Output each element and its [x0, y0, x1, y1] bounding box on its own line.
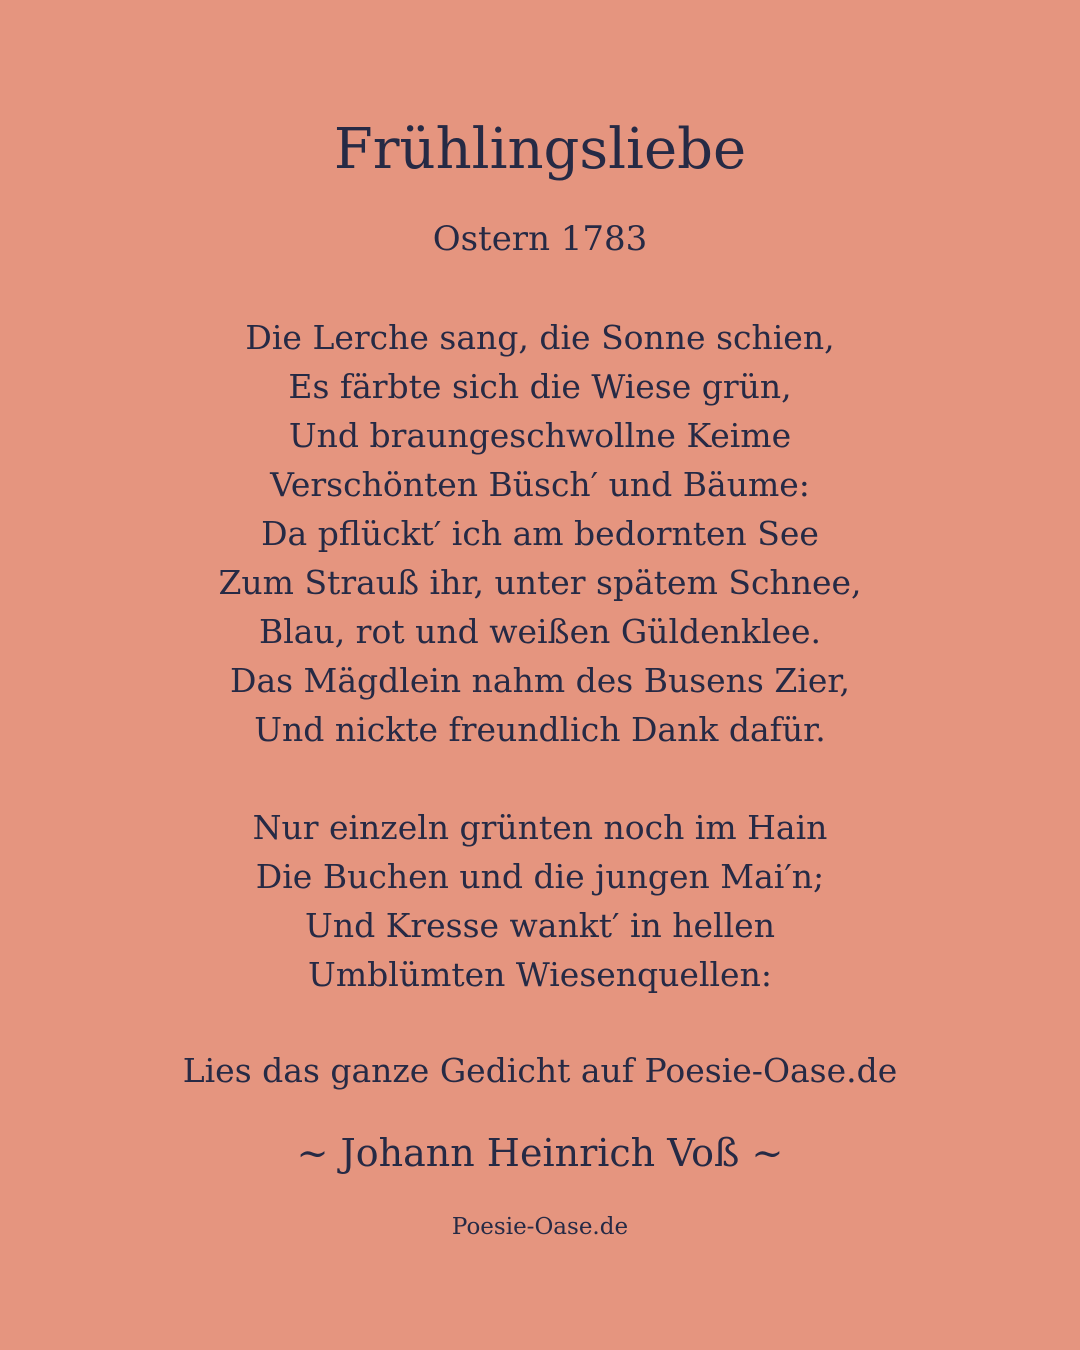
poem-line: Die Buchen und die jungen Mai′n; — [255, 857, 825, 896]
site-watermark: Poesie-Oase.de — [451, 1214, 629, 1240]
poem-line: Und Kresse wankt′ in hellen — [305, 906, 775, 945]
poem-line: Nur einzeln grünten noch im Hain — [252, 808, 828, 847]
poem-subtitle: Ostern 1783 — [432, 219, 648, 259]
read-more-text: Lies das ganze Gedicht auf Poesie-Oase.de — [182, 1051, 898, 1090]
poem-line: Das Mägdlein nahm des Busens Zier, — [230, 661, 850, 700]
poem-line: Und braungeschwollne Keime — [288, 416, 792, 455]
poem-line: Es färbte sich die Wiese grün, — [288, 367, 792, 406]
poem-line: Umblümten Wiesenquellen: — [308, 955, 772, 994]
poem-line: Zum Strauß ihr, unter spätem Schnee, — [218, 563, 862, 602]
poem-line: Da pflückt′ ich am bedornten See — [261, 514, 819, 553]
poem-line: Blau, rot und weißen Güldenklee. — [258, 612, 822, 651]
stanza-1 — [0, 313, 1080, 754]
poem-title: Frühlingsliebe — [333, 117, 747, 182]
poem-author: ~ Johann Heinrich Voß ~ — [296, 1131, 784, 1175]
poem-line: Und nickte freundlich Dank dafür. — [254, 710, 826, 749]
poem-line: Die Lerche sang, die Sonne schien, — [245, 318, 835, 357]
stanza-2 — [0, 803, 1080, 999]
poem-line: Verschönten Büsch′ und Bäume: — [270, 465, 810, 504]
